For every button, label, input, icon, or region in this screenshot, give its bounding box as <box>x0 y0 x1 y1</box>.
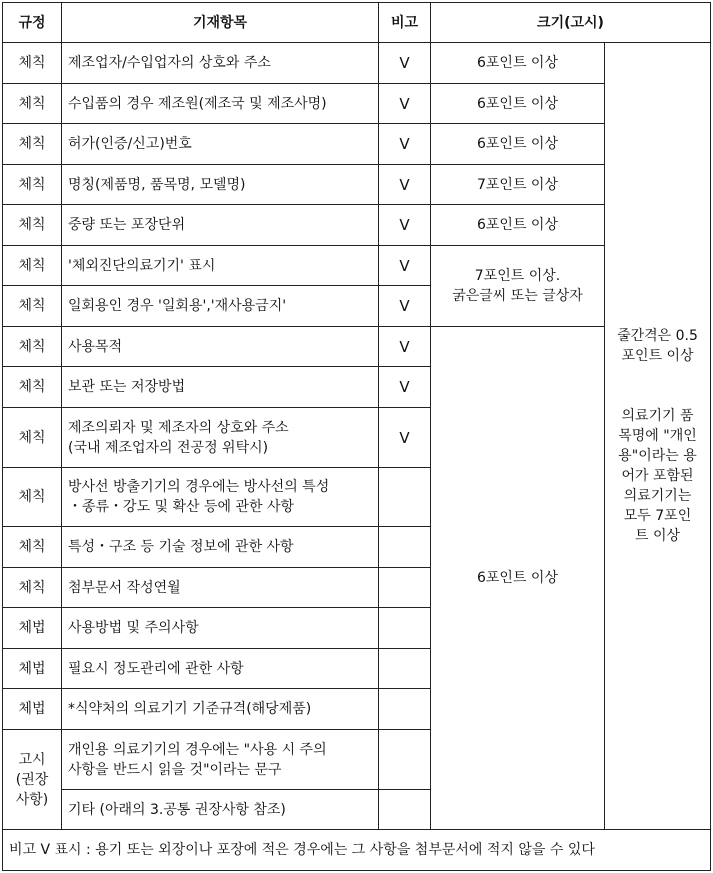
remark-cell: V <box>379 165 431 205</box>
table-row <box>3 246 711 286</box>
table-row <box>3 205 711 246</box>
item-line: 제조의뢰자 및 제조자의 상호와 주소 <box>68 419 289 436</box>
remark-cell <box>379 468 431 527</box>
item-line: ・종류・강도 및 확산 등에 관한 사항 <box>68 499 295 515</box>
item-cell: 보관 또는 저장방법 <box>62 367 379 408</box>
footer-row <box>3 830 711 871</box>
remark-cell <box>379 568 431 608</box>
regulation-cell: 체법 <box>3 608 62 649</box>
header-remark: 비고 <box>379 3 431 43</box>
remark-cell: V <box>379 84 431 124</box>
item-cell: 허가(인증/신고)번호 <box>62 124 379 165</box>
table-row <box>3 327 711 367</box>
remark-cell: V <box>379 327 431 367</box>
side-note-line: 의료기기 품 <box>621 408 694 424</box>
size-cell: 7포인트 이상 <box>431 165 605 205</box>
item-cell <box>62 408 379 468</box>
size-cell-large: 6포인트 이상 <box>431 327 605 830</box>
regulation-cell: 체칙 <box>3 124 62 165</box>
item-cell <box>62 730 379 790</box>
size-cell: 6포인트 이상 <box>431 43 605 84</box>
regulation-cell: 체칙 <box>3 568 62 608</box>
size-line: 굵은글씨 또는 글상자 <box>452 288 583 304</box>
remark-cell: V <box>379 246 431 286</box>
regulation-cell-recommended <box>3 730 62 830</box>
size-cell: 6포인트 이상 <box>431 84 605 124</box>
remark-cell: V <box>379 205 431 246</box>
header-row <box>3 3 711 43</box>
side-note-cell <box>605 43 711 830</box>
item-line: 사항을 반드시 읽을 것"이라는 문구 <box>68 761 282 778</box>
side-note-line: 줄간격은 0.5 <box>617 328 698 344</box>
regulation-cell: 체칙 <box>3 468 62 527</box>
remark-cell: V <box>379 124 431 165</box>
item-cell: 사용목적 <box>62 327 379 367</box>
remark-cell <box>379 790 431 830</box>
item-cell <box>62 468 379 527</box>
remark-cell <box>379 608 431 649</box>
remark-cell: V <box>379 43 431 84</box>
item-line: 개인용 의료기기의 경우에는 "사용 시 주의 <box>68 741 327 758</box>
size-cell: 6포인트 이상 <box>431 124 605 165</box>
side-note-line: 목명에 "개인 <box>618 428 697 444</box>
table-row <box>3 124 711 165</box>
item-cell: 필요시 정도관리에 관한 사항 <box>62 649 379 689</box>
header-size: 크기(고시) <box>431 3 711 43</box>
item-cell: 첨부문서 작성연월 <box>62 568 379 608</box>
table-row <box>3 43 711 84</box>
size-line: 7포인트 이상. <box>474 268 561 284</box>
remark-cell <box>379 730 431 790</box>
remark-cell <box>379 689 431 730</box>
item-cell: *식약처의 의료기기 기준규격(해당제품) <box>62 689 379 730</box>
regulation-cell: 체칙 <box>3 286 62 327</box>
labeling-requirements-table <box>2 2 711 871</box>
regulation-line: 고시 <box>18 751 46 768</box>
side-note-line: 트 이상 <box>634 528 681 544</box>
regulation-cell: 체법 <box>3 689 62 730</box>
item-cell: 기타 (아래의 3.공통 권장사항 참조) <box>62 790 379 830</box>
item-cell: 명칭(제품명, 품목명, 모델명) <box>62 165 379 205</box>
header-item: 기재항목 <box>62 3 379 43</box>
regulation-cell: 체법 <box>3 649 62 689</box>
side-note-line: 모두 7포인 <box>623 508 692 524</box>
footer-note: 비고 V 표시 : 용기 또는 외장이나 포장에 적은 경우에는 그 사항을 첨부문서에 적지 않을 수 있다 <box>3 830 711 871</box>
item-line: (국내 제조업자의 전공정 위탁시) <box>68 439 269 456</box>
remark-cell <box>379 527 431 568</box>
header-regulation: 규정 <box>3 3 62 43</box>
size-cell: 6포인트 이상 <box>431 205 605 246</box>
remark-cell: V <box>379 367 431 408</box>
regulation-line: 사항) <box>15 791 49 808</box>
regulation-cell: 체칙 <box>3 408 62 468</box>
side-note-line: 어가 포함된 <box>621 468 694 484</box>
regulation-line: (권장 <box>15 771 49 788</box>
item-cell: '체외진단의료기기' 표시 <box>62 246 379 286</box>
regulation-cell: 체칙 <box>3 246 62 286</box>
remark-cell <box>379 649 431 689</box>
regulation-cell: 체칙 <box>3 84 62 124</box>
item-cell: 중량 또는 포장단위 <box>62 205 379 246</box>
item-cell: 제조업자/수입업자의 상호와 주소 <box>62 43 379 84</box>
item-cell: 일회용인 경우 '일회용','재사용금지' <box>62 286 379 327</box>
table-row <box>3 165 711 205</box>
remark-cell: V <box>379 286 431 327</box>
item-line: 방사선 방출기기의 경우에는 방사선의 특성 <box>68 479 330 495</box>
regulation-cell: 체칙 <box>3 527 62 568</box>
size-cell-bold <box>431 246 605 327</box>
item-cell: 특성・구조 등 기술 정보에 관한 사항 <box>62 527 379 568</box>
regulation-cell: 체칙 <box>3 205 62 246</box>
side-note-line: 의료기기는 <box>623 488 692 504</box>
item-cell: 사용방법 및 주의사항 <box>62 608 379 649</box>
regulation-cell: 체칙 <box>3 367 62 408</box>
table-row <box>3 84 711 124</box>
item-cell: 수입품의 경우 제조원(제조국 및 제조사명) <box>62 84 379 124</box>
regulation-cell: 체칙 <box>3 327 62 367</box>
side-note-line: 용"이라는 용 <box>618 448 697 464</box>
regulation-cell: 체칙 <box>3 43 62 84</box>
regulation-cell: 체칙 <box>3 165 62 205</box>
side-note-line: 포인트 이상 <box>621 348 694 364</box>
remark-cell: V <box>379 408 431 468</box>
